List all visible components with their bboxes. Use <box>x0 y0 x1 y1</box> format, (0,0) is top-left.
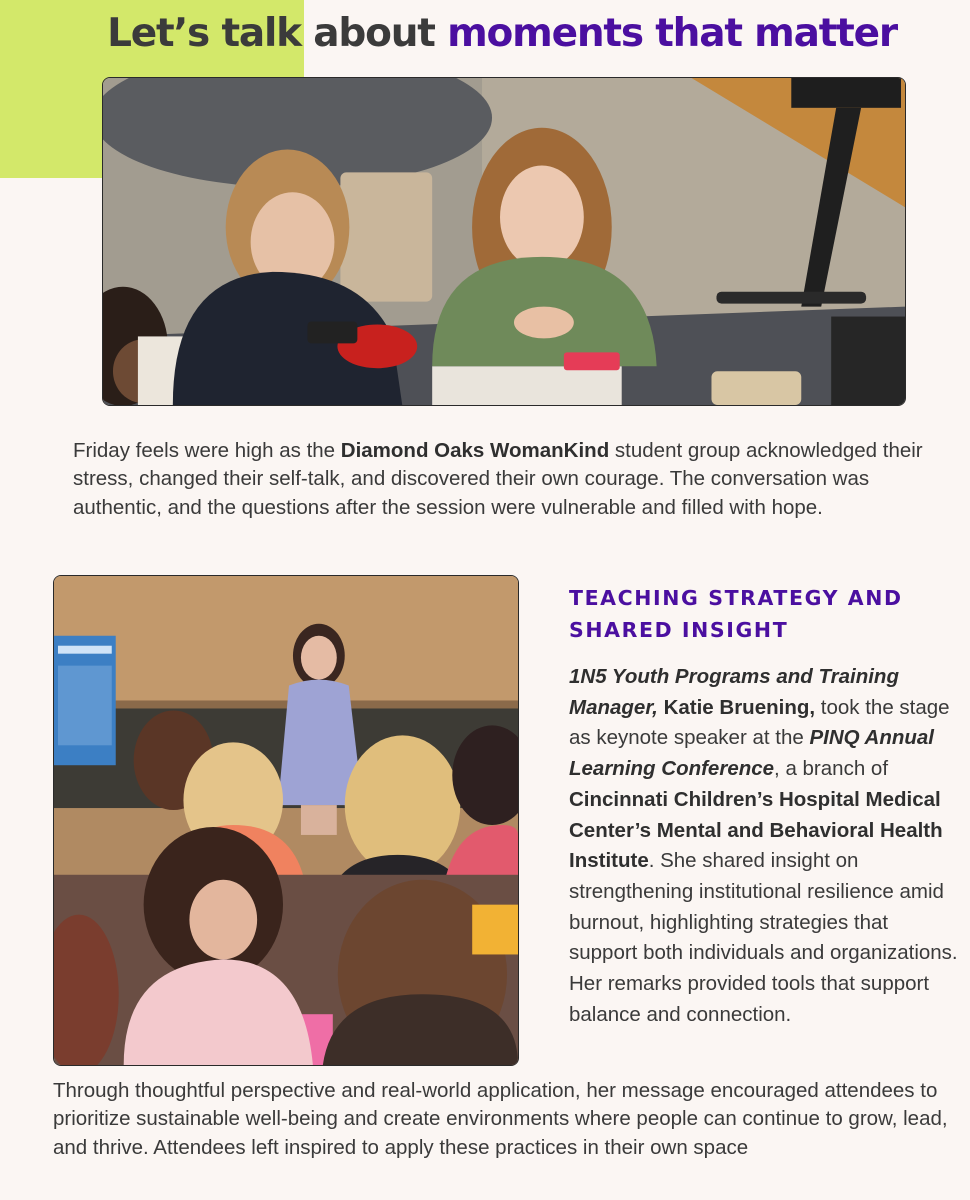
intro-paragraph <box>73 437 943 522</box>
intro-text-after: student group acknowledged their stress, changed their self-talk, and discovered their own courage. The conversation was authentic, and the questions after the session were vulnerable and filled with hope. <box>73 439 923 519</box>
group-name: Diamond Oaks WomanKind <box>340 439 610 462</box>
keynote-photo-image <box>54 576 518 1065</box>
keynote-text-2: , a branch of <box>774 757 889 781</box>
student-group-photo-image <box>103 78 905 405</box>
title-highlight: moments that matter <box>447 11 897 56</box>
page-title <box>0 10 970 58</box>
keynote-text-1: took the stage as keynote speaker at the <box>569 695 950 750</box>
keynote-paragraph <box>569 662 961 1030</box>
keynote-text-3: . She shared insight on strengthening institutional resilience amid burnout, highlighting strategies that support both individuals and organizations. Her remarks provided tools that support balance and connection. <box>569 849 958 1026</box>
conference-name: PINQ Annual Learning Conference <box>569 726 934 781</box>
intro-text-before: Friday feels were high as the <box>73 439 341 462</box>
closing-paragraph: Through thoughtful perspective and real-world application, her message encouraged attendees to prioritize sustainable well-being and create environments where people can continue to grow, lead, and thrive. Attendees left inspired to apply these practices in their own space <box>53 1079 948 1159</box>
institute-name: Cincinnati Children’s Hospital Medical Center’s Mental and Behavioral Health Institute <box>569 787 943 873</box>
speaker-name: Katie Bruening, <box>663 695 816 719</box>
keynote-photo <box>53 575 519 1066</box>
title-plain: Let’s talk about <box>107 11 448 56</box>
speaker-role: 1N5 Youth Programs and Training Manager, <box>569 665 899 719</box>
student-group-photo <box>102 77 906 406</box>
section-heading: TEACHING STRATEGY AND SHARED INSIGHT <box>569 586 903 642</box>
